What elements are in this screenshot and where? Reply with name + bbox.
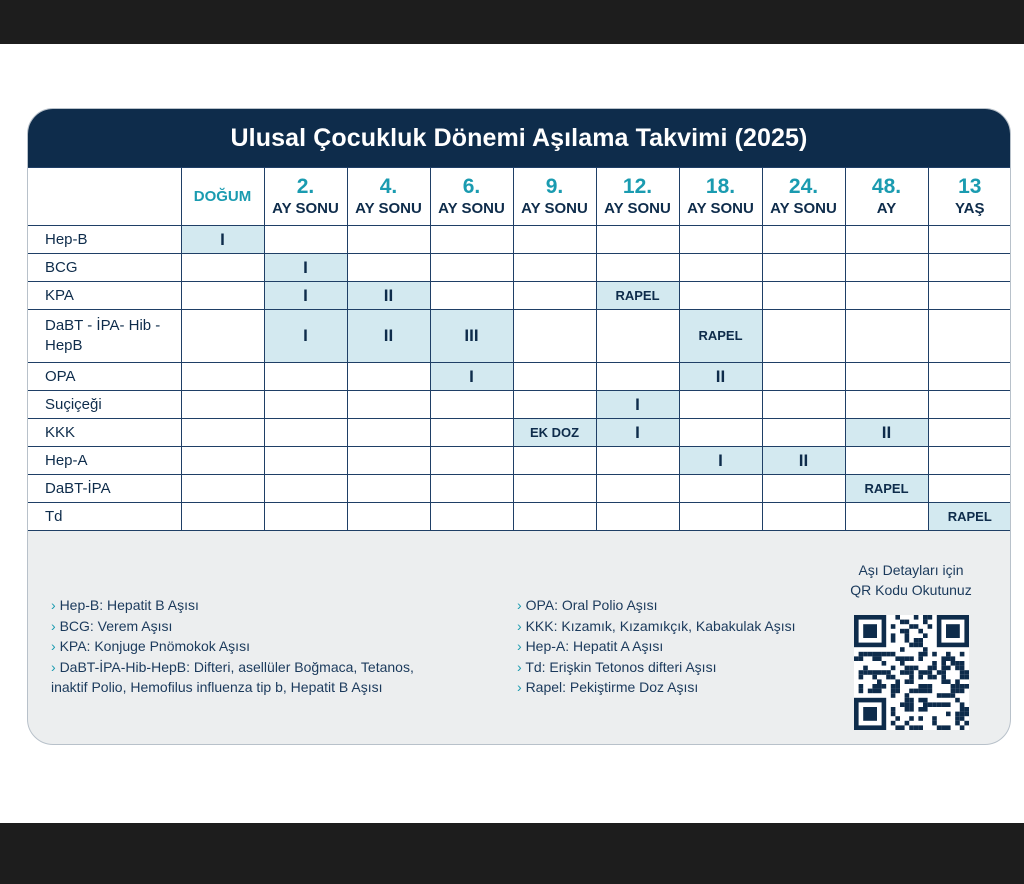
schedule-cell bbox=[347, 391, 430, 419]
schedule-cell bbox=[596, 391, 679, 419]
schedule-cell bbox=[679, 391, 762, 419]
chevron-right-icon: › bbox=[51, 617, 60, 634]
schedule-cell bbox=[513, 391, 596, 419]
legend-item bbox=[517, 595, 847, 616]
schedule-cell bbox=[928, 226, 1011, 254]
legend-item bbox=[517, 616, 847, 637]
schedule-cell bbox=[430, 363, 513, 391]
schedule-cell bbox=[596, 363, 679, 391]
schedule-cell bbox=[264, 254, 347, 282]
schedule-cell bbox=[264, 310, 347, 363]
legend-item bbox=[517, 677, 847, 698]
schedule-cell bbox=[264, 447, 347, 475]
dose-label: I bbox=[635, 394, 640, 414]
column-unit: AY SONU bbox=[604, 200, 671, 217]
chevron-right-icon: › bbox=[51, 597, 60, 613]
column-number: 18. bbox=[705, 175, 736, 198]
schedule-cell bbox=[264, 391, 347, 419]
schedule-cell bbox=[679, 475, 762, 503]
dose-label: RAPEL bbox=[698, 328, 743, 343]
schedule-cell bbox=[679, 282, 762, 310]
column-unit: AY SONU bbox=[770, 200, 837, 217]
vaccine-name: OPA bbox=[28, 363, 181, 391]
dose-label: I bbox=[469, 366, 474, 386]
column-number: 2. bbox=[296, 175, 315, 198]
schedule-cell bbox=[347, 447, 430, 475]
schedule-cell bbox=[679, 503, 762, 531]
column-header bbox=[845, 168, 928, 226]
schedule-cell bbox=[513, 475, 596, 503]
schedule-cell bbox=[347, 475, 430, 503]
dose-label: I bbox=[635, 422, 640, 442]
column-header bbox=[596, 168, 679, 226]
schedule-table bbox=[28, 167, 1011, 531]
top-black-bar bbox=[0, 0, 1024, 44]
dose-label: I bbox=[303, 257, 308, 277]
legend-text: Hep-B: Hepatit B Aşısı bbox=[59, 597, 199, 613]
column-number: 6. bbox=[462, 175, 481, 198]
table-row bbox=[28, 363, 1011, 391]
schedule-cell bbox=[845, 363, 928, 391]
column-unit: AY SONU bbox=[521, 200, 588, 217]
schedule-cell bbox=[347, 226, 430, 254]
legend-left bbox=[51, 595, 521, 698]
legend-item bbox=[51, 595, 521, 616]
dose-label: I bbox=[220, 229, 225, 249]
table-row bbox=[28, 391, 1011, 419]
dose-label: I bbox=[303, 326, 308, 345]
legend-text: inaktif Polio, Hemofilus influenza tip b, Hepatit B Aşısı bbox=[51, 679, 383, 695]
table-row bbox=[28, 503, 1011, 531]
column-header bbox=[181, 168, 264, 226]
schedule-cell bbox=[596, 254, 679, 282]
schedule-cell bbox=[513, 310, 596, 363]
table-row bbox=[28, 254, 1011, 282]
vaccine-name: Td bbox=[28, 503, 181, 531]
schedule-cell bbox=[181, 310, 264, 363]
dose-label: II bbox=[383, 326, 394, 345]
schedule-cell bbox=[596, 226, 679, 254]
schedule-cell bbox=[596, 447, 679, 475]
schedule-cell bbox=[181, 447, 264, 475]
schedule-cell bbox=[513, 419, 596, 447]
schedule-cell bbox=[928, 254, 1011, 282]
schedule-cell bbox=[181, 363, 264, 391]
schedule-cell bbox=[928, 282, 1011, 310]
column-header bbox=[264, 168, 347, 226]
schedule-cell bbox=[513, 503, 596, 531]
vaccine-name: KKK bbox=[28, 419, 181, 447]
schedule-cell bbox=[679, 310, 762, 363]
schedule-cell bbox=[928, 503, 1011, 531]
schedule-cell bbox=[928, 310, 1011, 363]
schedule-cell bbox=[513, 226, 596, 254]
column-unit: AY SONU bbox=[355, 200, 422, 217]
schedule-cell bbox=[679, 254, 762, 282]
schedule-cell bbox=[679, 447, 762, 475]
schedule-cell bbox=[596, 475, 679, 503]
column-header bbox=[347, 168, 430, 226]
dose-label: EK DOZ bbox=[529, 424, 580, 440]
chevron-right-icon: › bbox=[51, 638, 60, 654]
chevron-right-icon: › bbox=[51, 658, 60, 675]
dose-label: II bbox=[881, 422, 892, 442]
legend-item bbox=[51, 657, 521, 678]
schedule-cell bbox=[845, 391, 928, 419]
legend-item bbox=[51, 616, 521, 637]
schedule-cell bbox=[181, 282, 264, 310]
chevron-right-icon: › bbox=[517, 617, 526, 634]
column-number: 9. bbox=[545, 175, 564, 198]
schedule-cell bbox=[596, 310, 679, 363]
column-header bbox=[679, 168, 762, 226]
vaccine-name: DaBT - İPA- Hib - HepB bbox=[28, 310, 181, 363]
qr-caption-line-2: QR Kodu Okutunuz bbox=[850, 582, 972, 598]
schedule-cell bbox=[264, 226, 347, 254]
legend-item bbox=[51, 677, 521, 698]
legend-right bbox=[517, 595, 847, 698]
schedule-cell bbox=[347, 282, 430, 310]
chevron-right-icon: › bbox=[517, 658, 526, 675]
schedule-cell bbox=[264, 503, 347, 531]
column-unit: AY SONU bbox=[687, 200, 754, 217]
schedule-cell bbox=[679, 226, 762, 254]
schedule-cell bbox=[264, 363, 347, 391]
schedule-cell bbox=[845, 475, 928, 503]
column-header bbox=[513, 168, 596, 226]
schedule-cell bbox=[762, 475, 845, 503]
schedule-cell bbox=[513, 447, 596, 475]
schedule-cell bbox=[845, 254, 928, 282]
dose-label: II bbox=[383, 285, 394, 305]
table-row bbox=[28, 475, 1011, 503]
legend-item bbox=[517, 657, 847, 678]
table-row bbox=[28, 226, 1011, 254]
schedule-cell bbox=[762, 310, 845, 363]
legend-item bbox=[517, 636, 847, 657]
schedule-cell bbox=[430, 447, 513, 475]
schedule-cell bbox=[596, 419, 679, 447]
schedule-cell bbox=[347, 310, 430, 363]
dose-label: RAPEL bbox=[947, 508, 992, 524]
schedule-cell bbox=[430, 419, 513, 447]
schedule-cell bbox=[845, 310, 928, 363]
legend-text: Hep-A: Hepatit A Aşısı bbox=[525, 638, 664, 654]
schedule-cell bbox=[762, 226, 845, 254]
schedule-cell bbox=[845, 447, 928, 475]
column-header bbox=[762, 168, 845, 226]
schedule-cell bbox=[430, 282, 513, 310]
card-title: Ulusal Çocukluk Dönemi Aşılama Takvimi (2025) bbox=[28, 109, 1010, 167]
column-header bbox=[928, 168, 1011, 226]
dose-label: I bbox=[303, 285, 308, 305]
dose-label: III bbox=[464, 326, 479, 345]
legend-text: DaBT-İPA-Hib-HepB: Difteri, asellüler Boğmaca, Tetanos, bbox=[59, 658, 414, 675]
schedule-cell bbox=[845, 226, 928, 254]
schedule-cell bbox=[430, 310, 513, 363]
schedule-cell bbox=[264, 419, 347, 447]
schedule-cell bbox=[596, 503, 679, 531]
column-unit: AY bbox=[876, 200, 897, 217]
qr-caption-line-1: Aşı Detayları için bbox=[858, 562, 964, 578]
table-row bbox=[28, 419, 1011, 447]
schedule-cell bbox=[596, 282, 679, 310]
schedule-cell bbox=[762, 503, 845, 531]
schedule-cell bbox=[845, 503, 928, 531]
schedule-cell bbox=[928, 391, 1011, 419]
schedule-cell bbox=[347, 254, 430, 282]
vaccine-name: Hep-A bbox=[28, 447, 181, 475]
schedule-cell bbox=[928, 419, 1011, 447]
dose-label: II bbox=[798, 450, 809, 470]
schedule-cell bbox=[430, 475, 513, 503]
column-number: 13 bbox=[958, 175, 982, 198]
schedule-cell bbox=[430, 226, 513, 254]
dose-label: I bbox=[718, 450, 723, 470]
schedule-cell bbox=[181, 391, 264, 419]
column-unit: DOĞUM bbox=[193, 187, 252, 205]
column-unit: AY SONU bbox=[272, 200, 339, 217]
column-number: 48. bbox=[871, 175, 902, 198]
schedule-cell bbox=[762, 391, 845, 419]
schedule-cell bbox=[181, 226, 264, 254]
schedule-cell bbox=[513, 363, 596, 391]
bottom-black-bar bbox=[0, 823, 1024, 884]
qr-caption bbox=[836, 560, 986, 600]
schedule-cell bbox=[928, 475, 1011, 503]
vaccine-name: Hep-B bbox=[28, 226, 181, 254]
schedule-cell bbox=[513, 282, 596, 310]
column-number: 12. bbox=[622, 175, 653, 198]
column-unit: YAŞ bbox=[955, 200, 985, 217]
schedule-cell bbox=[181, 475, 264, 503]
schedule-cell bbox=[928, 447, 1011, 475]
schedule-cell bbox=[762, 447, 845, 475]
schedule-cell bbox=[430, 391, 513, 419]
schedule-cell bbox=[181, 503, 264, 531]
schedule-cell bbox=[347, 363, 430, 391]
schedule-cell bbox=[347, 503, 430, 531]
dose-label: II bbox=[715, 366, 726, 386]
schedule-cell bbox=[264, 475, 347, 503]
legend-item bbox=[51, 636, 521, 657]
schedule-cell bbox=[430, 503, 513, 531]
legend-text: OPA: Oral Polio Aşısı bbox=[525, 597, 658, 613]
vaccine-name: Suçiçeği bbox=[28, 391, 181, 419]
chevron-right-icon: › bbox=[517, 679, 526, 695]
schedule-cell bbox=[762, 282, 845, 310]
schedule-cell bbox=[181, 254, 264, 282]
schedule-cell bbox=[347, 419, 430, 447]
table-row bbox=[28, 447, 1011, 475]
column-header bbox=[430, 168, 513, 226]
chevron-right-icon: › bbox=[517, 597, 526, 613]
schedule-cell bbox=[845, 282, 928, 310]
legend-text: Td: Erişkin Tetonos difteri Aşısı bbox=[525, 658, 717, 675]
legend-text: BCG: Verem Aşısı bbox=[59, 617, 173, 634]
schedule-cell bbox=[762, 254, 845, 282]
column-unit: AY SONU bbox=[438, 200, 505, 217]
schedule-cell bbox=[928, 363, 1011, 391]
schedule-cell bbox=[679, 419, 762, 447]
vaccination-schedule-card bbox=[27, 108, 1011, 745]
dose-label: RAPEL bbox=[615, 287, 660, 303]
schedule-cell bbox=[679, 363, 762, 391]
header-corner bbox=[28, 168, 181, 226]
column-number: 4. bbox=[379, 175, 398, 198]
schedule-cell bbox=[181, 419, 264, 447]
table-row bbox=[28, 282, 1011, 310]
schedule-cell bbox=[762, 419, 845, 447]
legend-text: Rapel: Pekiştirme Doz Aşısı bbox=[525, 679, 699, 695]
legend-text: KKK: Kızamık, Kızamıkçık, Kabakulak Aşısı bbox=[525, 617, 796, 634]
vaccine-name: KPA bbox=[28, 282, 181, 310]
dose-label: RAPEL bbox=[864, 480, 909, 496]
table-row bbox=[28, 310, 1011, 363]
schedule-cell bbox=[845, 419, 928, 447]
schedule-cell bbox=[430, 254, 513, 282]
chevron-right-icon: › bbox=[517, 638, 526, 654]
legend-text: KPA: Konjuge Pnömokok Aşısı bbox=[59, 638, 250, 654]
column-number: 24. bbox=[788, 175, 819, 198]
schedule-cell bbox=[513, 254, 596, 282]
vaccine-name: DaBT-İPA bbox=[28, 475, 181, 503]
qr-code-icon[interactable] bbox=[854, 615, 969, 730]
schedule-cell bbox=[264, 282, 347, 310]
schedule-cell bbox=[762, 363, 845, 391]
vaccine-name: BCG bbox=[28, 254, 181, 282]
